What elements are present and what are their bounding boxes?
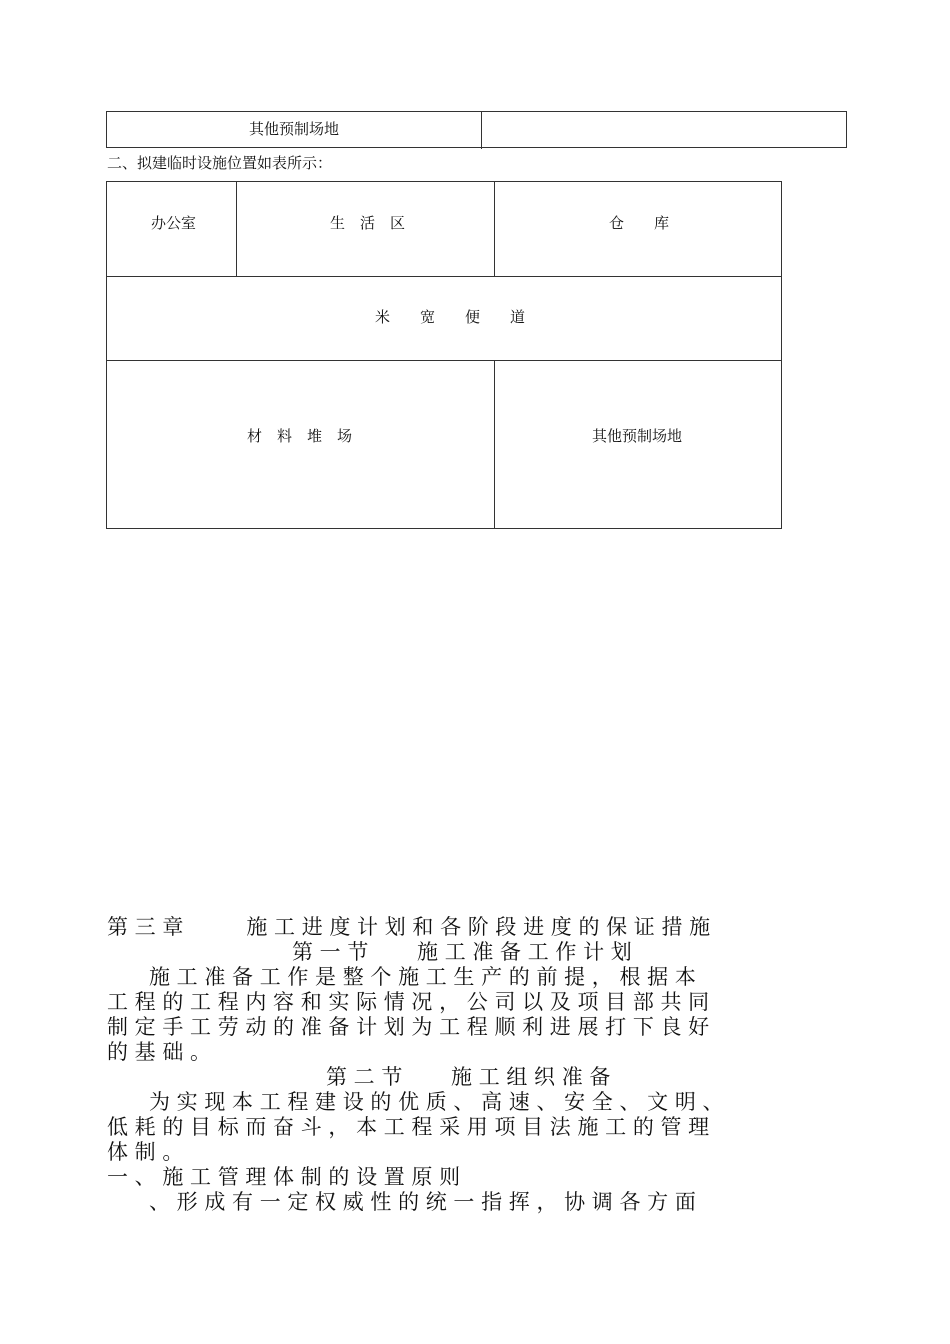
material-yard-cell: 材 料 堆 场 <box>247 427 353 445</box>
site-layout-table <box>106 181 782 529</box>
paragraph-line: 为 实 现 本 工 程 建 设 的 优 质 、 高 速 、 安 全 、 文 明 、 <box>107 1090 724 1114</box>
table-divider <box>494 182 495 276</box>
section-title: 第 二 节 施 工 组 织 准 备 <box>326 1065 611 1089</box>
road-cell: 米 宽 便 道 <box>375 308 526 326</box>
office-cell: 办公室 <box>151 214 197 232</box>
subheading: 一 、 施 工 管 理 体 制 的 设 置 原 则 <box>107 1165 461 1189</box>
table-divider <box>107 360 781 361</box>
warehouse-cell: 仓 库 <box>609 214 670 232</box>
table-divider <box>494 360 495 528</box>
facility-table-last-row <box>106 111 847 148</box>
table-cell-text: 其他预制场地 <box>248 120 339 138</box>
living-area-cell: 生 活 区 <box>330 214 406 232</box>
section-two-heading: 二、拟建临时设施位置如表所示： <box>107 154 333 172</box>
paragraph-line: 施 工 准 备 工 作 是 整 个 施 工 生 产 的 前 提 ， 根 据 本 <box>107 965 696 989</box>
paragraph-line: 体 制 。 <box>107 1140 184 1164</box>
section-title: 第 一 节 施 工 准 备 工 作 计 划 <box>292 940 632 964</box>
table-divider <box>236 182 237 276</box>
chapter-heading: 第 三 章 施 工 进 度 计 划 和 各 阶 段 进 度 的 保 证 措 施 <box>107 915 711 939</box>
paragraph-line: 工 程 的 工 程 内 容 和 实 际 情 况 ， 公 司 以 及 项 目 部 共 同 <box>107 990 710 1014</box>
paragraph-line: 制 定 手 工 劳 动 的 准 备 计 划 为 工 程 顺 利 进 展 打 下 良 好 <box>107 1015 710 1039</box>
paragraph-line: 、 形 成 有 一 定 权 威 性 的 统 一 指 挥 ， 协 调 各 方 面 <box>107 1190 696 1214</box>
table-divider <box>107 276 781 277</box>
other-prefab-cell: 其他预制场地 <box>592 427 683 445</box>
paragraph-line: 低 耗 的 目 标 而 奋 斗 ， 本 工 程 采 用 项 目 法 施 工 的 管 理 <box>107 1115 710 1139</box>
paragraph-line: 的 基 础 。 <box>107 1040 212 1064</box>
